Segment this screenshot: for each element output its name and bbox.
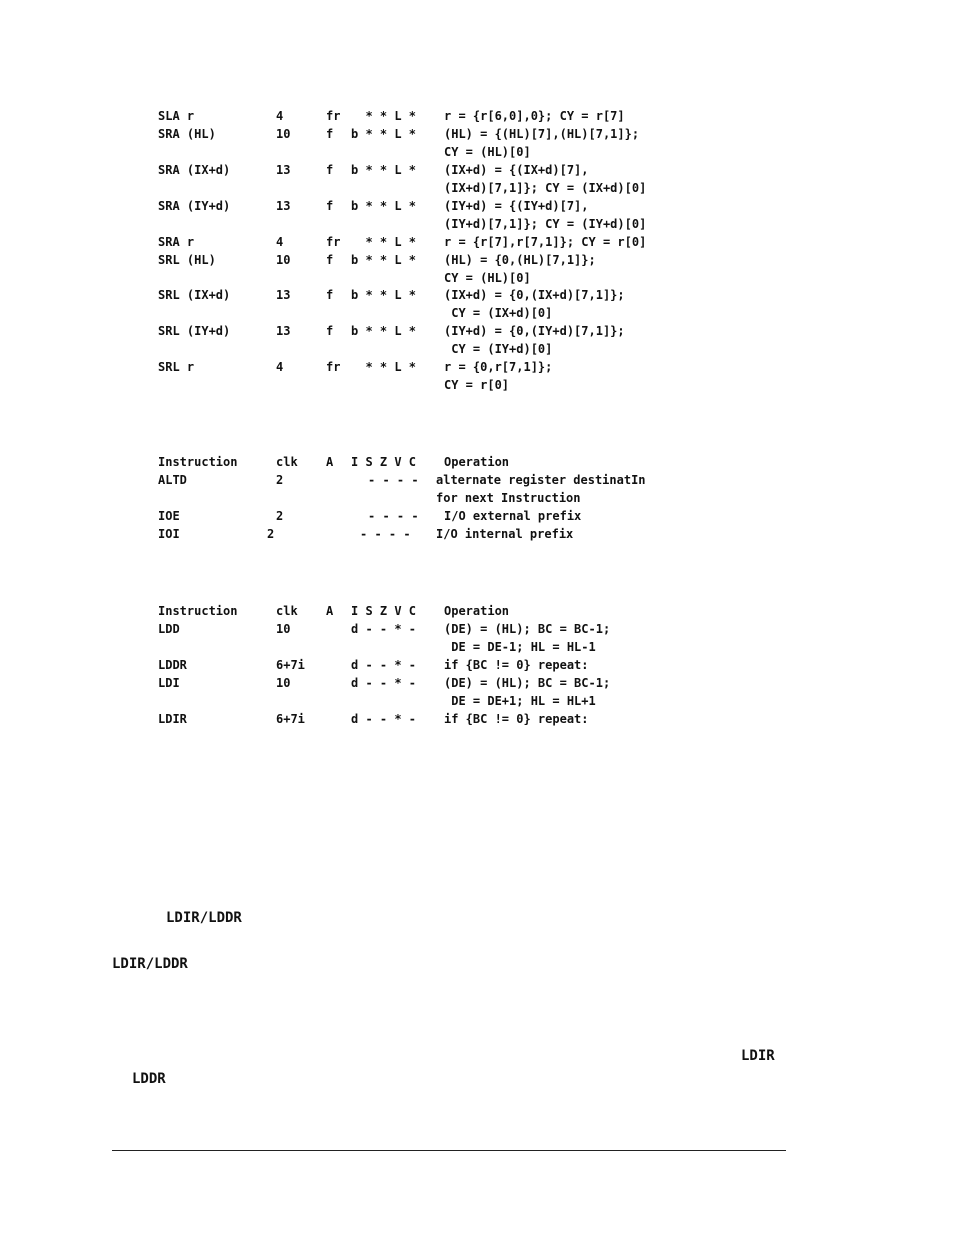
t2-ioe-flags: - - - - bbox=[368, 509, 419, 523]
t3-header-clk: clk bbox=[276, 604, 298, 618]
t3-row-op: if {BC != 0} repeat: bbox=[444, 658, 589, 672]
t2-header-operation: Operation bbox=[444, 455, 510, 469]
t1-row-op: (HL) = {(HL)[7],(HL)[7,1]}; bbox=[444, 127, 640, 141]
t3-row-clk: 10 bbox=[276, 676, 291, 690]
t3-row-op-cont: DE = DE-1; HL = HL-1 bbox=[444, 640, 596, 654]
t2-header-a: A bbox=[326, 455, 334, 469]
t2-header-clk: clk bbox=[276, 455, 298, 469]
t2-altd-clk: 2 bbox=[276, 473, 284, 487]
t1-row-op-cont: CY = r[0] bbox=[444, 378, 510, 392]
t3-row-instr: LDD bbox=[158, 622, 180, 636]
t1-row-op: r = {r[7],r[7,1]}; CY = r[0] bbox=[444, 235, 647, 249]
t2-altd-op-cont: for next Instruction bbox=[436, 491, 581, 505]
t2-ioi-instr: IOI bbox=[158, 527, 180, 541]
t1-row-a: f bbox=[326, 127, 334, 141]
t1-row-flags: b * * L * bbox=[351, 288, 417, 302]
t1-row-a: fr bbox=[326, 360, 341, 374]
t3-row-instr: LDIR bbox=[158, 712, 187, 726]
note-ldir-lddr-1: LDIR/LDDR bbox=[166, 910, 242, 926]
t3-row-flags: d - - * - bbox=[351, 676, 417, 690]
t3-row-clk: 10 bbox=[276, 622, 291, 636]
t2-header-instruction: Instruction bbox=[158, 455, 238, 469]
t1-row-op-cont: CY = (IY+d)[0] bbox=[444, 342, 553, 356]
t1-row-flags: b * * L * bbox=[351, 324, 417, 338]
note-ldir: LDIR bbox=[741, 1048, 775, 1064]
t1-row-op-cont: CY = (IX+d)[0] bbox=[444, 306, 553, 320]
note-ldir-lddr-2: LDIR/LDDR bbox=[112, 956, 188, 972]
t1-row-op: (IX+d) = {(IX+d)[7], bbox=[444, 163, 589, 177]
t2-ioe-op: I/O external prefix bbox=[444, 509, 582, 523]
t1-row-clk: 4 bbox=[276, 360, 284, 374]
t1-row-a: fr bbox=[326, 109, 341, 123]
t2-ioi-clk: 2 bbox=[267, 527, 275, 541]
t1-row-flags: b * * L * bbox=[351, 199, 417, 213]
t1-row-a: f bbox=[326, 288, 334, 302]
t1-row-instr: SRL (IX+d) bbox=[158, 288, 231, 302]
t1-row-instr: SRA (IY+d) bbox=[158, 199, 231, 213]
t1-row-op: r = {0,r[7,1]}; bbox=[444, 360, 553, 374]
t2-ioe-instr: IOE bbox=[158, 509, 180, 523]
t1-row-op: (IX+d) = {0,(IX+d)[7,1]}; bbox=[444, 288, 625, 302]
t1-row-clk: 4 bbox=[276, 235, 284, 249]
t3-row-flags: d - - * - bbox=[351, 622, 417, 636]
t1-row-flags: * * L * bbox=[351, 109, 417, 123]
t2-altd-op: alternate register destinatIn bbox=[436, 473, 646, 487]
t1-row-instr: SLA r bbox=[158, 109, 195, 123]
t3-header-instruction: Instruction bbox=[158, 604, 238, 618]
t1-row-flags: b * * L * bbox=[351, 163, 417, 177]
note-lddr: LDDR bbox=[132, 1071, 166, 1087]
t1-row-a: f bbox=[326, 163, 334, 177]
t2-ioe-clk: 2 bbox=[276, 509, 284, 523]
t1-row-op-cont: CY = (HL)[0] bbox=[444, 271, 531, 285]
t1-row-flags: b * * L * bbox=[351, 253, 417, 267]
t2-altd-instr: ALTD bbox=[158, 473, 187, 487]
t3-header-operation: Operation bbox=[444, 604, 510, 618]
t1-row-op-cont: (IX+d)[7,1]}; CY = (IX+d)[0] bbox=[444, 181, 647, 195]
t3-row-clk: 6+7i bbox=[276, 658, 305, 672]
t1-row-op-cont: CY = (HL)[0] bbox=[444, 145, 531, 159]
footer-rule bbox=[112, 1150, 786, 1151]
t2-ioi-flags: - - - - bbox=[360, 527, 411, 541]
t1-row-clk: 10 bbox=[276, 127, 291, 141]
t3-row-op-cont: DE = DE+1; HL = HL+1 bbox=[444, 694, 596, 708]
t1-row-op-cont: (IY+d)[7,1]}; CY = (IY+d)[0] bbox=[444, 217, 647, 231]
t3-row-op: (DE) = (HL); BC = BC-1; bbox=[444, 676, 611, 690]
t1-row-instr: SRL r bbox=[158, 360, 195, 374]
t1-row-instr: SRL (HL) bbox=[158, 253, 216, 267]
t1-row-clk: 13 bbox=[276, 324, 291, 338]
t1-row-a: f bbox=[326, 324, 334, 338]
t1-row-op: (HL) = {0,(HL)[7,1]}; bbox=[444, 253, 596, 267]
t2-ioi-op: I/O internal prefix bbox=[436, 527, 574, 541]
t3-row-op: if {BC != 0} repeat: bbox=[444, 712, 589, 726]
t1-row-clk: 13 bbox=[276, 163, 291, 177]
t1-row-clk: 13 bbox=[276, 199, 291, 213]
t1-row-instr: SRA r bbox=[158, 235, 195, 249]
t1-row-clk: 4 bbox=[276, 109, 284, 123]
t1-row-flags: * * L * bbox=[351, 235, 417, 249]
t1-row-a: fr bbox=[326, 235, 341, 249]
t1-row-a: f bbox=[326, 199, 334, 213]
t3-header-flags: I S Z V C bbox=[351, 604, 417, 618]
t1-row-op: r = {r[6,0],0}; CY = r[7] bbox=[444, 109, 625, 123]
t1-row-clk: 13 bbox=[276, 288, 291, 302]
t3-row-instr: LDI bbox=[158, 676, 180, 690]
t2-altd-flags: - - - - bbox=[368, 473, 419, 487]
t3-header-a: A bbox=[326, 604, 334, 618]
t3-row-flags: d - - * - bbox=[351, 712, 417, 726]
t2-header-flags: I S Z V C bbox=[351, 455, 417, 469]
t3-row-flags: d - - * - bbox=[351, 658, 417, 672]
t1-row-flags: b * * L * bbox=[351, 127, 417, 141]
t1-row-instr: SRL (IY+d) bbox=[158, 324, 231, 338]
t3-row-op: (DE) = (HL); BC = BC-1; bbox=[444, 622, 611, 636]
t1-row-instr: SRA (IX+d) bbox=[158, 163, 231, 177]
t1-row-op: (IY+d) = {0,(IY+d)[7,1]}; bbox=[444, 324, 625, 338]
t1-row-a: f bbox=[326, 253, 334, 267]
t1-row-clk: 10 bbox=[276, 253, 291, 267]
t1-row-op: (IY+d) = {(IY+d)[7], bbox=[444, 199, 589, 213]
t1-row-instr: SRA (HL) bbox=[158, 127, 216, 141]
t3-row-instr: LDDR bbox=[158, 658, 187, 672]
t1-row-flags: * * L * bbox=[351, 360, 417, 374]
t3-row-clk: 6+7i bbox=[276, 712, 305, 726]
